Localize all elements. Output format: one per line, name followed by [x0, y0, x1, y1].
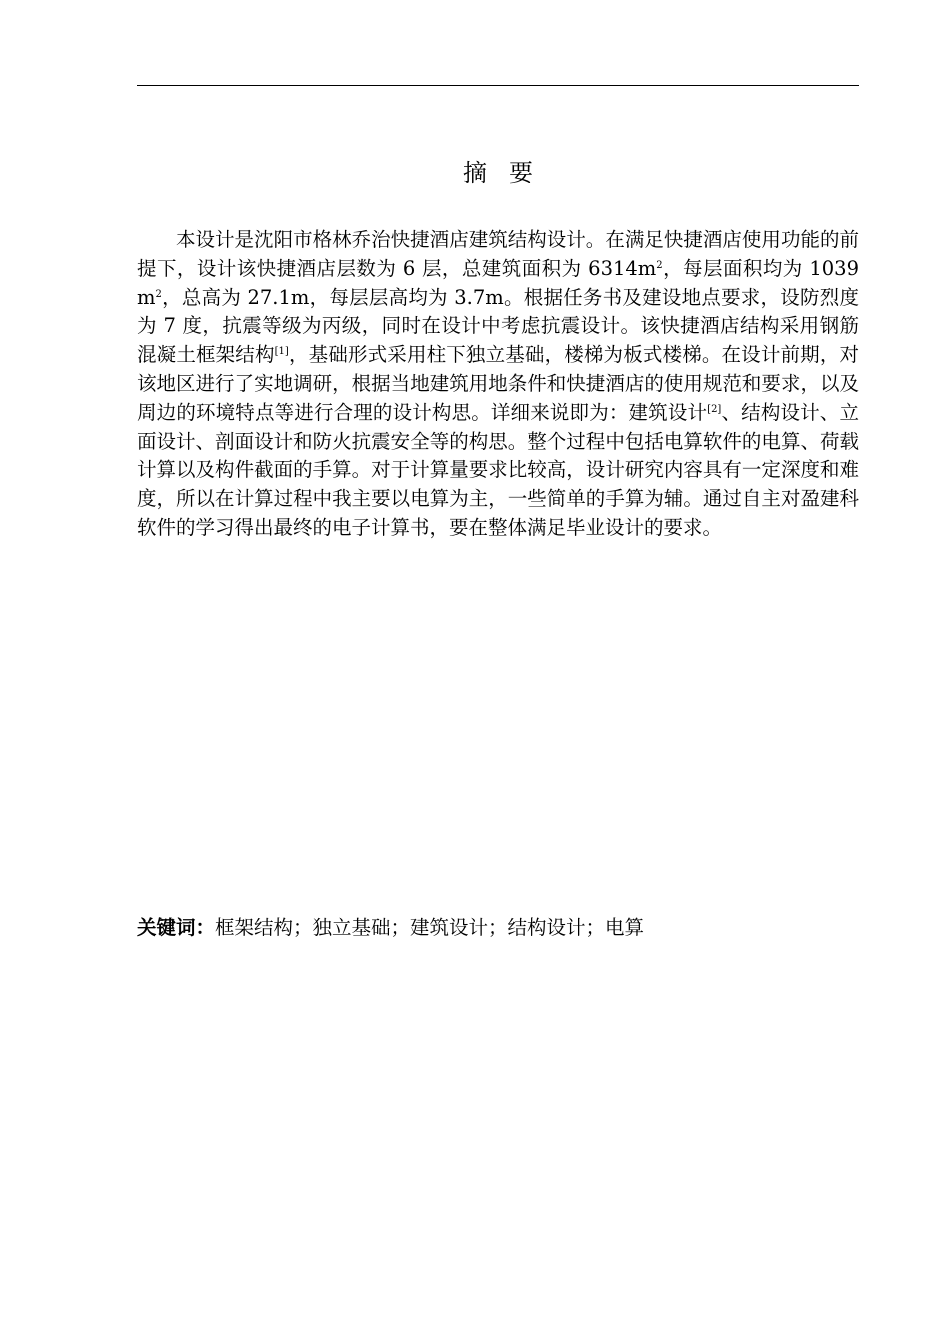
header-rule: [137, 85, 859, 86]
citation-ref-2: [2]: [707, 403, 722, 415]
superscript-area-unit-2: 2: [155, 288, 162, 300]
citation-ref-1: [1]: [274, 346, 289, 358]
abstract-text-4: ，基础形式采用柱下独立基础，楼梯为板式楼梯。在设计前期，对该地区进行了实地调研，根据当地建筑用地条件和快捷酒店的使用规范和要求，以及周边的环境特点等进行合理的设计构思。详细来说即为：建筑设计: [137, 343, 859, 424]
abstract-text-1: 本设计是沈阳市格林乔治快捷酒店建筑结构设计。在满足快捷酒店使用功能的前提下，设计该快捷酒店层数为 6 层，总建筑面积为 6314m: [137, 228, 859, 280]
abstract-text-2: ，每层面积均为 1039m: [137, 256, 859, 309]
keywords-label: 关键词：: [137, 916, 216, 939]
abstract-body: [137, 226, 859, 543]
superscript-area-unit-1: 2: [656, 259, 663, 271]
title-char-2: 要: [509, 159, 533, 187]
abstract-title: [137, 156, 859, 190]
keywords-text: 框架结构；独立基础；建筑设计；结构设计；电算: [215, 916, 645, 939]
abstract-text-5: 、结构设计、立面设计、剖面设计和防火抗震安全等的构思。整个过程中包括电算软件的电算、荷载计算以及构件截面的手算。对于计算量要求比较高，设计研究内容具有一定深度和难度，所以在计算过程中我主要以电算为主，一些简单的手算为辅。通过自主对盈建科软件的学习得出最终的电子计算书，要在整体满足毕业设计的要求。: [137, 400, 859, 539]
keywords-line: [137, 914, 859, 942]
title-char-1: 摘: [463, 159, 487, 187]
abstract-text-3: ，总高为 27.1m，每层层高均为 3.7m。根据任务书及建设地点要求，设防烈度为 7 度，抗震等级为丙级，同时在设计中考虑抗震设计。该快捷酒店结构采用钢筋混凝土框架结构: [137, 285, 859, 367]
